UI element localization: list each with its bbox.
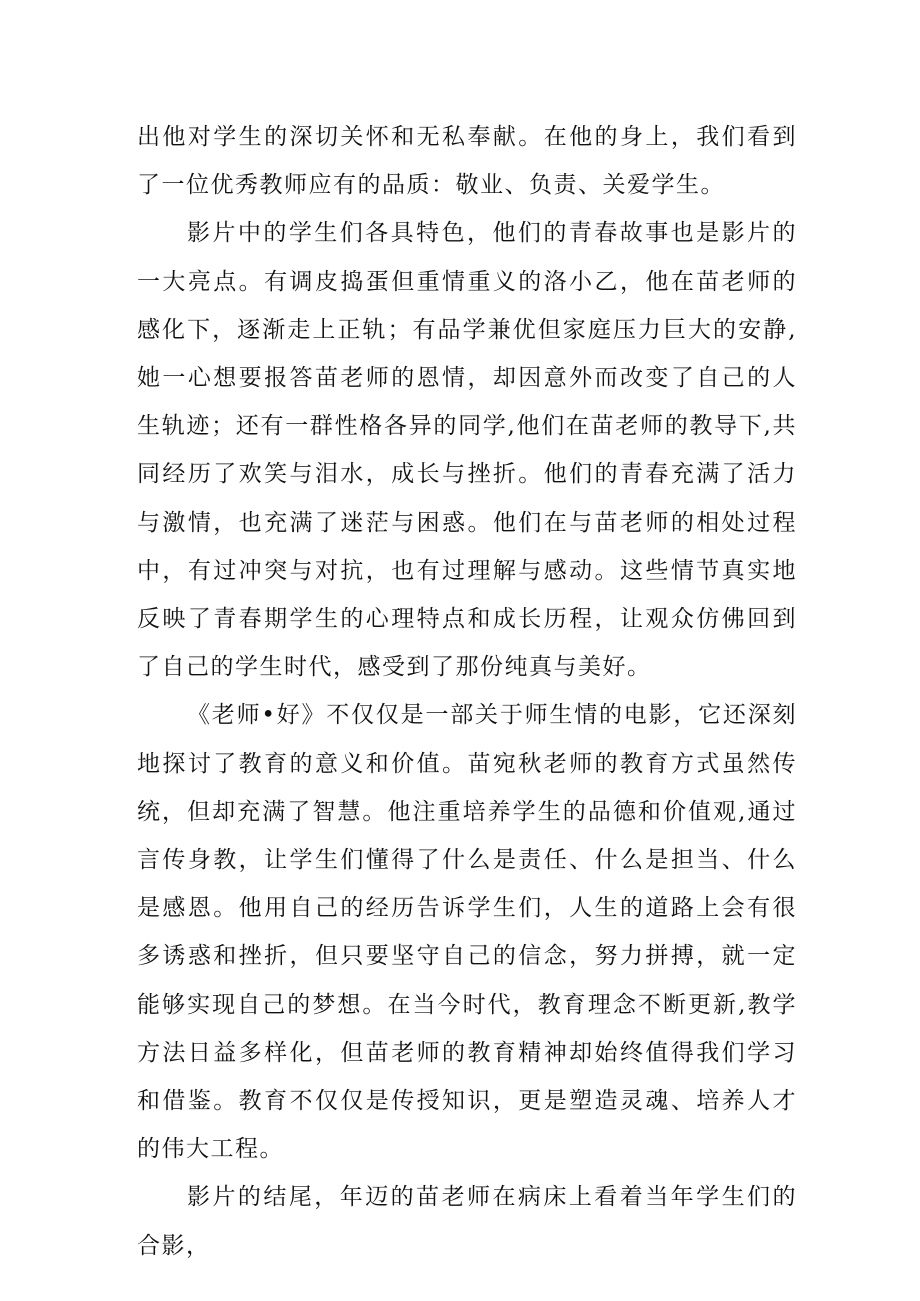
paragraph-1: 出他对学生的深切关怀和无私奉献。在他的身上，我们看到了一位优秀教师应有的品质：敬业、负责、关爱学生。 (137, 124, 797, 199)
paragraph-2: 影片中的学生们各具特色，他们的青春故事也是影片的一大亮点。有调皮捣蛋但重情重义的洛小乙，他在苗老师的感化下，逐渐走上正轨；有品学兼优但家庭压力巨大的安静,她一心想要报答苗老师的恩情，却因意外而改变了自己的人生轨迹；还有一群性格各异的同学,他们在苗老师的教导下,共同经历了欢笑与泪水，成长与挫折。他们的青春充满了活力与激情，也充满了迷茫与困惑。他们在与苗老师的相处过程中，有过冲突与对抗，也有过理解与感动。这些情节真实地反映了青春期学生的心理特点和成长历程，让观众仿佛回到了自己的学生时代，感受到了那份纯真与美好。 (137, 220, 797, 681)
paragraph-3: 《老师•好》不仅仅是一部关于师生情的电影，它还深刻地探讨了教育的意义和价值。苗宛秋老师的教育方式虽然传统，但却充满了智慧。他注重培养学生的品德和价值观,通过言传身教，让学生们懂得了什么是责任、什么是担当、什么是感恩。他用自己的经历告诉学生们，人生的道路上会有很多诱惑和挫折，但只要坚守自己的信念，努力拼搏，就一定能够实现自己的梦想。在当今时代，教育理念不断更新,教学方法日益多样化，但苗老师的教育精神却始终值得我们学习和借鉴。教育不仅仅是传授知识，更是塑造灵魂、培养人才的伟大工程。 (137, 702, 797, 1163)
paragraph-4: 影片的结尾，年迈的苗老师在病床上看着当年学生们的合影， (137, 1184, 797, 1259)
document-body (137, 113, 797, 1270)
